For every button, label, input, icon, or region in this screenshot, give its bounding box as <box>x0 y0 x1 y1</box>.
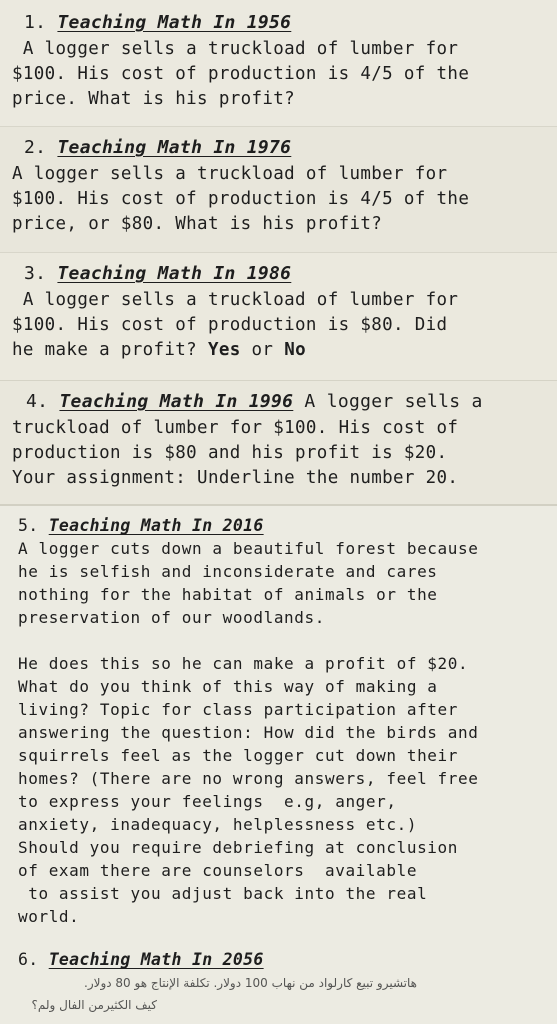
problem-line: price. What is his profit? <box>12 89 296 109</box>
section-number: 1. <box>24 12 47 33</box>
section-title: Teaching Math In 2056 <box>48 950 264 969</box>
problem-line: A logger sells a truckload of lumber for <box>12 164 448 184</box>
problem-line: anxiety, inadequacy, helplessness etc.) <box>18 815 418 834</box>
section-title: Teaching Math In 1956 <box>57 12 292 33</box>
problem-line: nothing for the habitat of animals or the <box>18 585 438 604</box>
problem-line: He does this so he can make a profit of $20. <box>18 654 469 673</box>
section-3-heading <box>24 263 291 284</box>
choice-yes: Yes <box>207 340 241 360</box>
problem-line: world. <box>18 907 80 926</box>
section-number: 2. <box>24 137 47 158</box>
problem-line: of exam there are counselors available <box>18 861 418 880</box>
section-2 <box>0 126 557 252</box>
problem-line: he make a profit? <box>12 340 198 360</box>
problem-line: to assist you adjust back into the real <box>18 884 428 903</box>
problem-line: price, or $80. What is his profit? <box>12 214 383 234</box>
problem-line: production is $80 and his profit is $20. <box>12 443 448 463</box>
section-number: 4. <box>26 391 49 412</box>
problem-line: A logger sells a truckload of lumber for <box>12 290 459 310</box>
section-6-heading <box>18 950 264 969</box>
problem-line: $100. His cost of production is 4/5 of the <box>12 189 470 209</box>
problem-line: Should you require debriefing at conclusion <box>18 838 459 857</box>
problem-line: squirrels feel as the logger cut down their <box>18 746 459 765</box>
section-5-problem <box>18 537 478 928</box>
section-3 <box>0 252 557 380</box>
problem-line: he is selfish and inconsiderate and cares <box>18 562 438 581</box>
section-title: Teaching Math In 1996 <box>59 391 294 412</box>
arabic-problem-line-1: هاتشيرو تبيع كارلواد من نهاب 100 دولار. تكلفة الإنتاج هو 80 دولار. <box>84 976 417 990</box>
section-4-problem <box>12 416 458 491</box>
section-4-heading <box>26 391 483 412</box>
section-number: 3. <box>24 263 47 284</box>
problem-line: to express your feelings e.g, anger, <box>18 792 397 811</box>
problem-line: truckload of lumber for $100. His cost of <box>12 418 459 438</box>
problem-line: A logger cuts down a beautiful forest because <box>18 539 479 558</box>
section-3-problem <box>12 288 458 363</box>
problem-line: answering the question: How did the birds and <box>18 723 479 742</box>
arabic-problem-line-2: كيف الكثيرمن الفال ولم؟ <box>31 998 157 1012</box>
section-5 <box>0 504 557 1024</box>
section-5-heading <box>18 516 264 535</box>
problem-line: $100. His cost of production is 4/5 of the <box>12 64 470 84</box>
section-1-problem <box>12 37 469 112</box>
problem-line: preservation of our woodlands. <box>18 608 325 627</box>
section-title: Teaching Math In 2016 <box>48 516 264 535</box>
section-title: Teaching Math In 1976 <box>57 137 292 158</box>
problem-line: Your assignment: Underline the number 20. <box>12 468 459 488</box>
choice-no: No <box>284 340 306 360</box>
problem-line: A logger sells a truckload of lumber for <box>12 39 459 59</box>
problem-line: $100. His cost of production is $80. Did <box>12 315 448 335</box>
section-4 <box>0 380 557 504</box>
section-number: 5. <box>18 516 39 535</box>
section-1 <box>0 0 557 126</box>
section-title: Teaching Math In 1986 <box>57 263 292 284</box>
section-2-problem <box>12 162 469 237</box>
section-number: 6. <box>18 950 39 969</box>
section-1-heading <box>24 12 291 33</box>
section-2-heading <box>24 137 291 158</box>
problem-line: What do you think of this way of making a <box>18 677 438 696</box>
heading-tail-text: A logger sells a <box>293 391 483 412</box>
problem-line: living? Topic for class participation after <box>18 700 459 719</box>
choice-or: or <box>251 340 274 360</box>
problem-line: homes? (There are no wrong answers, feel free <box>18 769 479 788</box>
